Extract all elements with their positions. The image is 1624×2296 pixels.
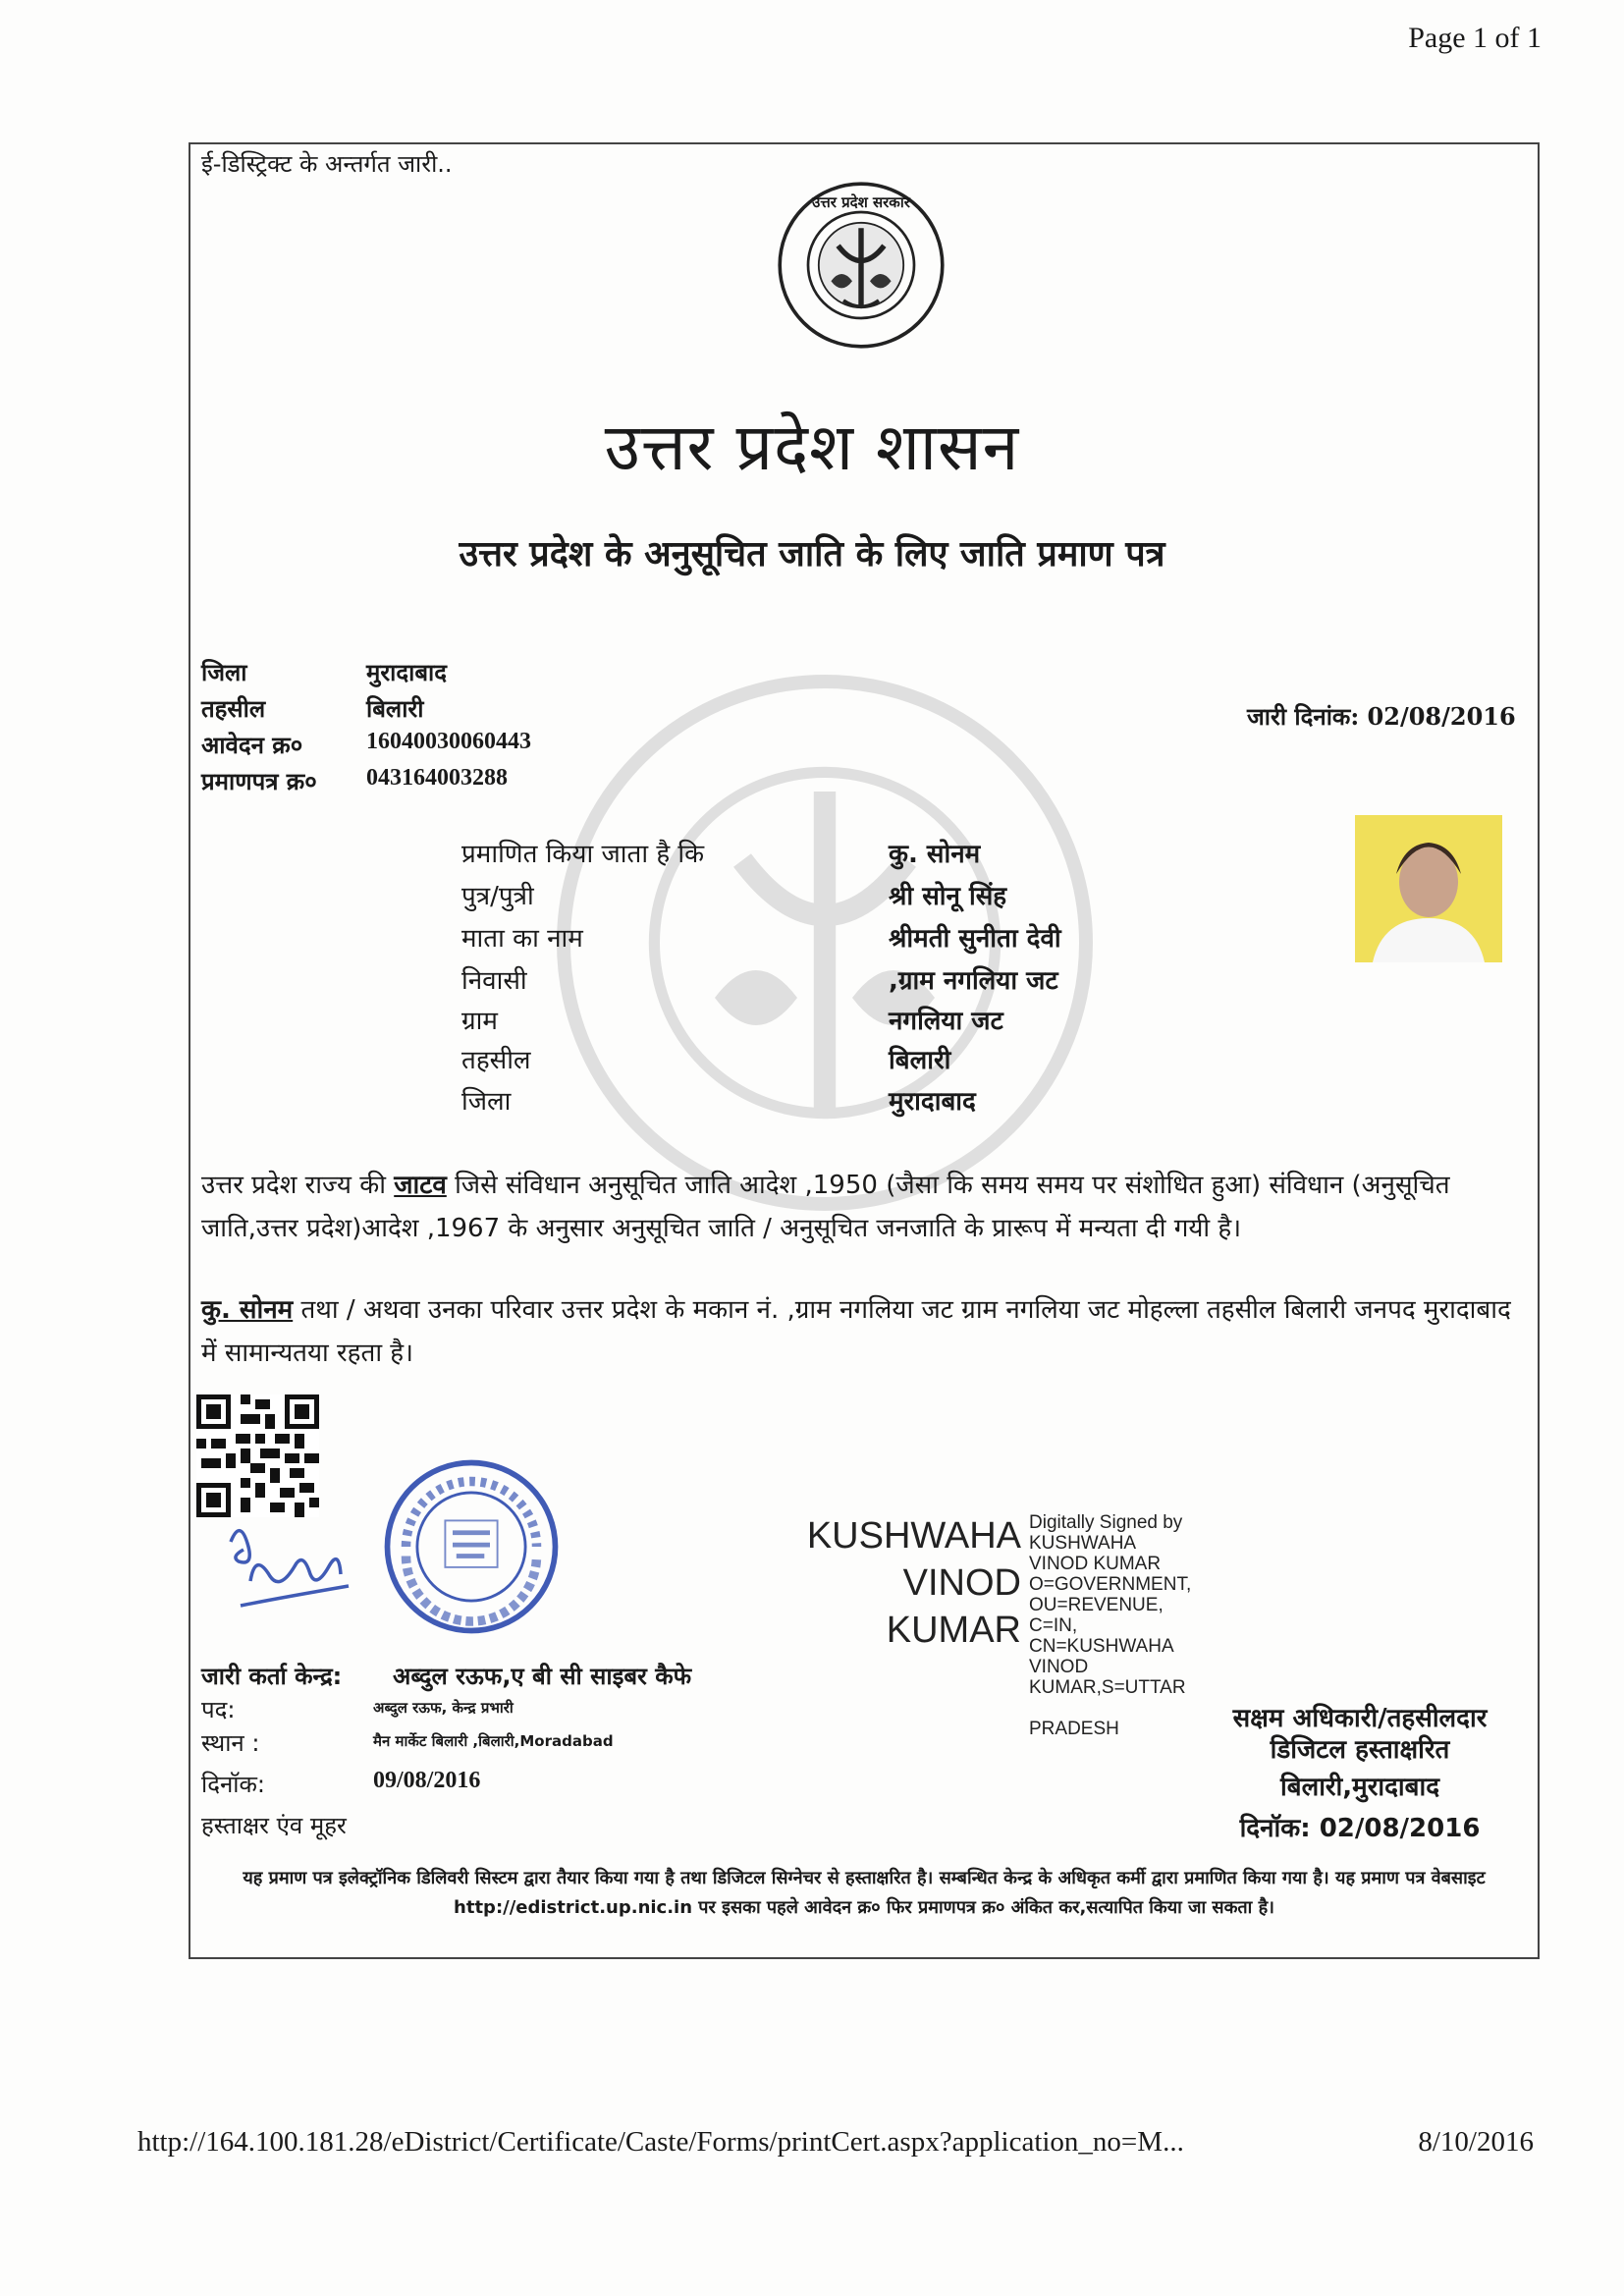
certificate-subtitle: उत्तर प्रदेश के अनुसूचित जाति के लिए जाति प्रमाण पत्र bbox=[459, 534, 1165, 574]
issuer-date-label: दिनॉक: bbox=[201, 1771, 266, 1798]
signer-name-line2: VINOD bbox=[902, 1562, 1021, 1604]
applicant-name: कु. सोनम bbox=[201, 1295, 294, 1325]
issuer-place-value: मैन मार्केट बिलारी ,बिलारी,Moradabad bbox=[373, 1732, 614, 1750]
field-tehsil-value: बिलारी bbox=[889, 1046, 951, 1075]
dsig-line: C=IN, bbox=[1029, 1615, 1078, 1636]
field-mother-label: माता का नाम bbox=[461, 924, 583, 954]
tehsil-label: तहसील bbox=[201, 695, 266, 723]
issuer-date-value: 09/08/2016 bbox=[373, 1768, 481, 1793]
field-mother-value: श्रीमती सुनीता देवी bbox=[889, 924, 1061, 954]
digital-signer-name bbox=[785, 1512, 1021, 1654]
authority-digital-signed: डिजिटल हस्ताक्षरित bbox=[1270, 1735, 1450, 1765]
tehsil-value: बिलारी bbox=[366, 695, 424, 723]
application-number-value: 16040030060443 bbox=[366, 729, 531, 754]
residence-paragraph bbox=[201, 1288, 1527, 1375]
page-number: Page 1 of 1 bbox=[1408, 22, 1542, 54]
dsig-line: OU=REVENUE, bbox=[1029, 1595, 1164, 1615]
field-district-value: मुरादाबाद bbox=[889, 1087, 976, 1117]
page-title: उत्तर प्रदेश शासन bbox=[604, 410, 1020, 485]
dsig-line: PRADESH bbox=[1029, 1719, 1119, 1739]
issuer-center-label: जारी कर्ता केन्द्र: bbox=[201, 1663, 343, 1690]
dsig-line: VINOD bbox=[1029, 1657, 1089, 1677]
caste-paragraph-start: उत्तर प्रदेश राज्य की bbox=[201, 1171, 395, 1200]
district-label: जिला bbox=[201, 659, 247, 686]
emblem-text: उत्तर प्रदेश सरकार bbox=[812, 193, 910, 211]
dsig-line: Digitally Signed by bbox=[1029, 1512, 1183, 1533]
print-date: 8/10/2016 bbox=[1418, 2126, 1534, 2158]
certificate-number-label: प्रमाणपत्र क्र० bbox=[201, 768, 317, 795]
issuer-post-value: अब्दुल रऊफ, केन्द्र प्रभारी bbox=[373, 1699, 514, 1717]
authority-title: सक्षम अधिकारी/तहसीलदार bbox=[1232, 1704, 1488, 1733]
issuer-signature-icon bbox=[221, 1512, 378, 1620]
certificate-number-value: 043164003288 bbox=[366, 765, 508, 791]
issuer-center-value: अब्दुल रऊफ,ए बी सी साइबर कैफे bbox=[393, 1663, 692, 1690]
authority-date: दिनॉक: 02/08/2016 bbox=[1239, 1814, 1481, 1843]
official-seal-icon bbox=[378, 1453, 565, 1640]
signer-name-line3: KUMAR bbox=[886, 1610, 1021, 1651]
field-village-label: ग्राम bbox=[461, 1007, 498, 1036]
dsig-line: O=GOVERNMENT, bbox=[1029, 1574, 1192, 1595]
issuer-post-label: पद: bbox=[201, 1696, 236, 1723]
issuer-sign-label: हस्ताक्षर एंव मूहर bbox=[201, 1812, 347, 1839]
district-value: मुरादाबाद bbox=[366, 659, 448, 686]
field-district-label: जिला bbox=[461, 1087, 512, 1117]
top-note: ई-डिस्ट्रिक्ट के अन्तर्गत जारी.. bbox=[201, 150, 453, 178]
verification-note: यह प्रमाण पत्र इलेक्ट्रॉनिक डिलिवरी सिस्टम द्वारा तैयार किया गया है तथा डिजिटल सिग्नेचर से हस्ताक्षरित है। सम्बन्धित केन्द्र के अधिकृत कर्मी द्वारा प्रमाणित किया गया है। यह प्रमाण पत्र वेबसाइट http://edistrict.up.nic.in पर इसका पहले आवेदन क्र० फिर प्रमाणपत्र क्र० अंकित कर,सत्यापित किया जा सकता है। bbox=[243, 1868, 1486, 1918]
caste-paragraph-rest: जिसे संविधान अनुसूचित जाति आदेश ,1950 (जैसा कि समय समय पर संशोधित हुआ) संविधान (अनुसूचित जाति,उत्तर प्रदेश)आदेश ,1967 के अनुसार अनुसूचित जाति / अनुसूचित जनजाति के प्रारूप में मन्यता दी गयी है। bbox=[201, 1171, 1450, 1243]
issue-date: जारी दिनांक: 02/08/2016 bbox=[1247, 702, 1516, 731]
field-resident-label: निवासी bbox=[461, 966, 527, 996]
field-parent-value: श्री सोनू सिंह bbox=[889, 882, 1007, 911]
authority-location: बिलारी,मुरादाबाद bbox=[1279, 1773, 1440, 1802]
field-certified-value: कु. सोनम bbox=[889, 840, 981, 869]
field-tehsil-label: तहसील bbox=[461, 1046, 531, 1075]
residence-text: तथा / अथवा उनका परिवार उत्तर प्रदेश के मकान नं. ,ग्राम नगलिया जट ग्राम नगलिया जट मोहल्ला तहसील बिलारी जनपद मुरादाबाद में सामान्यतया रहता है। bbox=[201, 1295, 1511, 1368]
issuer-place-label: स्थान : bbox=[201, 1729, 260, 1757]
field-resident-value: ,ग्राम नगलिया जट bbox=[889, 966, 1058, 996]
field-certified-label: प्रमाणित किया जाता है कि bbox=[461, 840, 705, 869]
signer-name-line1: KUSHWAHA bbox=[806, 1515, 1021, 1557]
caste-name: जाटव bbox=[394, 1171, 447, 1200]
dsig-line: KUMAR,S=UTTAR bbox=[1029, 1677, 1186, 1698]
dsig-line: VINOD KUMAR bbox=[1029, 1554, 1162, 1574]
qr-code-icon[interactable] bbox=[196, 1394, 319, 1517]
print-url: http://164.100.181.28/eDistrict/Certificate/Caste/Forms/printCert.aspx?application_no=M... bbox=[137, 2126, 1184, 2158]
applicant-photo bbox=[1355, 815, 1502, 962]
field-village-value: नगलिया जट bbox=[889, 1007, 1003, 1036]
dsig-line: CN=KUSHWAHA bbox=[1029, 1636, 1174, 1657]
caste-paragraph bbox=[201, 1164, 1527, 1250]
applicant-portrait-icon bbox=[1355, 815, 1502, 962]
application-number-label: आवेदन क्र० bbox=[201, 732, 303, 759]
field-parent-label: पुत्र/पुत्री bbox=[461, 882, 534, 911]
dsig-line: KUSHWAHA bbox=[1029, 1533, 1137, 1554]
